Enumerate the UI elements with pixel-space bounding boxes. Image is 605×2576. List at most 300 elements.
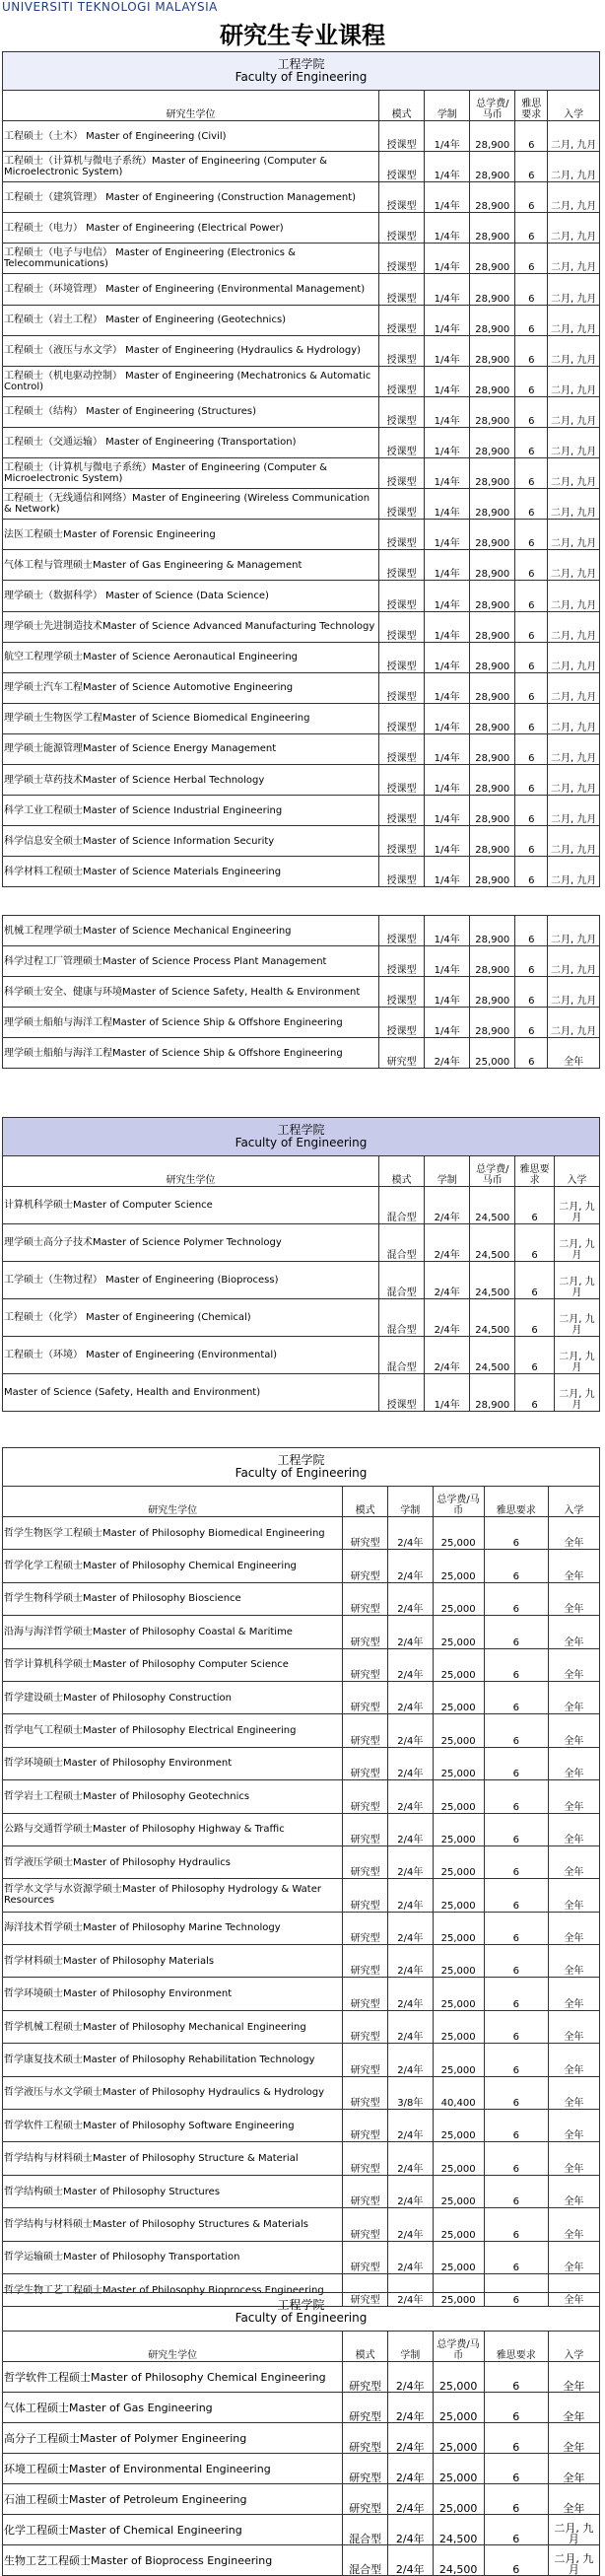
col-mode: 模式 [343,2332,388,2362]
total-tuition: 28,900 [470,733,515,764]
study-mode: 研究型 [343,1582,388,1615]
ielts-requirement: 6 [515,458,548,489]
study-mode: 混合型 [379,1262,425,1299]
course-table [2,915,600,1069]
study-mode: 研究型 [343,2175,388,2207]
course-table-section-1 [2,51,600,887]
study-mode: 授课型 [379,977,425,1008]
duration: 2/4年 [387,1978,433,2010]
program-name: 理学硕士能源管理Master of Science Energy Management [3,733,379,764]
table-row [3,1845,600,1878]
duration: 1/4年 [425,489,470,520]
table-row [3,396,600,427]
program-name: 工程硕士（计算机与微电子系统）Master of Engineering (Computer & Microelectronic System) [3,458,379,489]
duration: 1/4年 [425,796,470,826]
duration: 2/4年 [425,1038,470,1069]
ielts-requirement: 6 [484,2076,548,2109]
ielts-requirement: 6 [484,2208,548,2241]
total-tuition: 28,900 [470,121,515,152]
intake: 二月, 九月 [548,703,600,733]
intake: 二月, 九月 [554,1224,599,1262]
ielts-requirement: 6 [484,2545,548,2576]
intake: 全年 [548,2208,599,2241]
faculty-name-en: Faculty of Engineering [235,1136,368,1149]
total-tuition: 28,900 [470,366,515,396]
study-mode: 研究型 [343,2423,388,2454]
intake: 二月, 九月 [548,672,600,703]
table-row [3,1648,600,1681]
ielts-requirement: 6 [484,1681,548,1713]
program-name: 工程硕士（建筑管理） Master of Engineering (Construction Management) [3,182,379,213]
program-name: 石油工程硕士Master of Petroleum Engineering [3,2484,343,2515]
study-mode: 研究型 [343,1550,388,1582]
intake: 二月, 九月 [548,2545,599,2576]
duration: 2/4年 [387,2515,433,2545]
page-title: 研究生专业课程 [220,22,385,49]
total-tuition: 25,000 [433,2362,484,2393]
table-row [3,427,600,457]
duration: 2/4年 [387,1517,433,1550]
intake: 全年 [548,2241,599,2273]
table-row [3,1747,600,1779]
duration: 1/4年 [425,550,470,581]
ielts-requirement: 6 [515,1187,555,1224]
duration: 1/4年 [425,703,470,733]
total-tuition: 25,000 [433,2142,484,2175]
duration: 2/4年 [425,1337,470,1374]
study-mode: 研究型 [343,1978,388,2010]
study-mode: 授课型 [379,672,425,703]
program-name: 科学硕士安全、健康与环境Master of Science Safety, Health & Environment [3,977,379,1008]
ielts-requirement: 6 [515,520,548,550]
program-name: 沿海与海洋哲学硕士Master of Philosophy Coastal & Maritime [3,1616,343,1648]
table-row [3,213,600,244]
ielts-requirement: 6 [484,2362,548,2393]
intake: 全年 [548,2044,599,2076]
duration: 2/4年 [425,1262,470,1299]
table-row [3,703,600,733]
course-table-section-4 [2,1447,600,2307]
table-row [3,2076,600,2109]
intake: 全年 [548,1550,599,1582]
total-tuition: 28,900 [470,489,515,520]
duration: 2/4年 [387,2454,433,2484]
total-tuition: 28,900 [470,1008,515,1038]
table-row [3,1681,600,1713]
col-tuition: 总学费/马币 [470,91,515,121]
table-row [3,2454,600,2484]
col-degree: 研究生学位 [3,91,379,121]
ielts-requirement: 6 [484,2175,548,2207]
duration: 1/4年 [425,581,470,611]
total-tuition: 28,900 [470,244,515,274]
study-mode: 混合型 [343,2515,388,2545]
study-mode: 授课型 [379,152,425,182]
course-table [2,1447,600,2307]
intake: 全年 [548,1813,599,1845]
ielts-requirement: 6 [484,2044,548,2076]
ielts-requirement: 6 [515,916,548,946]
faculty-name-en: Faculty of Engineering [235,2311,368,2325]
program-name: 理学硕士船舶与海洋工程Master of Science Ship & Offshore Engineering [3,1038,379,1069]
program-name: 哲学建设硕士Master of Philosophy Construction [3,1681,343,1713]
faculty-name-cn: 工程学院 [277,57,325,71]
ielts-requirement: 6 [515,764,548,795]
ielts-requirement: 6 [484,1945,548,1978]
intake: 二月, 九月 [554,1337,599,1374]
ielts-requirement: 6 [515,796,548,826]
duration: 1/4年 [425,305,470,335]
total-tuition: 25,000 [433,1517,484,1550]
intake: 二月, 九月 [548,305,600,335]
total-tuition: 25,000 [433,1681,484,1713]
col-intake: 入学 [548,1487,599,1517]
program-name: 科学工业工程硕士Master of Science Industrial Engineering [3,796,379,826]
study-mode: 授课型 [379,796,425,826]
intake: 二月, 九月 [548,366,600,396]
study-mode: 研究型 [343,2362,388,2393]
intake: 全年 [548,1714,599,1747]
duration: 2/4年 [387,1582,433,1615]
duration: 1/4年 [425,182,470,213]
intake: 全年 [548,2454,599,2484]
ielts-requirement: 6 [515,642,548,672]
table-header-row [3,1156,600,1187]
program-name: 航空工程理学硕士Master of Science Aeronautical Engineering [3,642,379,672]
study-mode: 授课型 [379,857,425,887]
program-name: 哲学机械工程硕士Master of Philosophy Mechanical Engineering [3,2010,343,2043]
intake: 全年 [548,1747,599,1779]
program-name: 工程硕士（结构） Master of Engineering (Structures) [3,396,379,427]
table-row [3,916,600,946]
study-mode: 混合型 [379,1224,425,1262]
table-row [3,2362,600,2393]
study-mode: 研究型 [343,2484,388,2515]
duration: 2/4年 [387,2393,433,2423]
program-name: 化学工程硕士Master of Chemical Engineering [3,2515,343,2545]
intake: 全年 [548,2393,599,2423]
total-tuition: 28,900 [470,520,515,550]
ielts-requirement: 6 [484,1714,548,1747]
course-table-section-5 [2,2292,600,2576]
program-name: 理学硕士草药技术Master of Science Herbal Technology [3,764,379,795]
table-row [3,796,600,826]
total-tuition: 28,900 [470,916,515,946]
program-name: 理学硕士高分子技术Master of Science Polymer Technology [3,1224,379,1262]
study-mode: 授课型 [379,1374,425,1412]
program-name: 工程硕士（计算机与微电子系统）Master of Engineering (Computer & Microelectronic System) [3,152,379,182]
study-mode: 授课型 [379,581,425,611]
total-tuition: 28,900 [470,274,515,305]
program-name: 哲学结构与材料硕士Master of Philosophy Structures & Materials [3,2208,343,2241]
intake: 二月, 九月 [548,1008,600,1038]
study-mode: 授课型 [379,213,425,244]
program-name: 工程硕士（岩土工程） Master of Engineering (Geotechnics) [3,305,379,335]
ielts-requirement: 6 [515,427,548,457]
duration: 1/4年 [425,826,470,857]
total-tuition: 25,000 [433,1879,484,1912]
ielts-requirement: 6 [515,1337,555,1374]
table-row [3,1714,600,1747]
col-mode: 模式 [379,1156,425,1187]
total-tuition: 24,500 [470,1224,515,1262]
table-row [3,581,600,611]
duration: 2/4年 [387,1747,433,1779]
study-mode: 研究型 [343,2208,388,2241]
ielts-requirement: 6 [515,672,548,703]
study-mode: 授课型 [379,520,425,550]
ielts-requirement: 6 [515,977,548,1008]
total-tuition: 28,900 [470,581,515,611]
table-row [3,2423,600,2454]
course-table-section-3 [2,1117,600,1412]
total-tuition: 28,900 [470,396,515,427]
total-tuition: 28,900 [470,458,515,489]
total-tuition: 28,900 [470,764,515,795]
total-tuition: 28,900 [470,335,515,366]
ielts-requirement: 6 [484,1813,548,1845]
intake: 二月, 九月 [548,489,600,520]
total-tuition: 28,900 [470,182,515,213]
table-row [3,977,600,1008]
intake: 二月, 九月 [548,335,600,366]
study-mode: 研究型 [343,1879,388,1912]
total-tuition: 25,000 [433,2484,484,2515]
intake: 全年 [548,2273,599,2306]
study-mode: 授课型 [379,764,425,795]
table-row [3,611,600,642]
study-mode: 授课型 [379,458,425,489]
faculty-name-cn: 工程学院 [277,2298,325,2312]
ielts-requirement: 6 [515,121,548,152]
intake: 二月, 九月 [554,1187,599,1224]
intake: 二月, 九月 [548,182,600,213]
duration: 2/4年 [425,1187,470,1224]
total-tuition: 28,900 [470,826,515,857]
study-mode: 授课型 [379,244,425,274]
total-tuition: 25,000 [433,2010,484,2043]
ielts-requirement: 6 [484,2423,548,2454]
study-mode: 研究型 [343,2110,388,2142]
study-mode: 研究型 [343,2010,388,2043]
ielts-requirement: 6 [484,2241,548,2273]
program-name: 哲学环境硕士Master of Philosophy Environment [3,1978,343,2010]
ielts-requirement: 6 [515,244,548,274]
table-header-row [3,91,600,121]
ielts-requirement: 6 [515,733,548,764]
total-tuition: 25,000 [433,2175,484,2207]
table-row [3,764,600,795]
ielts-requirement: 6 [484,2142,548,2175]
table-row [3,1780,600,1813]
table-row [3,642,600,672]
total-tuition: 25,000 [433,2241,484,2273]
total-tuition: 25,000 [433,1978,484,2010]
intake: 二月, 九月 [548,152,600,182]
intake: 二月, 九月 [548,581,600,611]
duration: 1/4年 [425,335,470,366]
study-mode: 授课型 [379,550,425,581]
program-name: 海洋技术哲学硕士Master of Philosophy Marine Technology [3,1912,343,1944]
col-duration: 学制 [387,2332,433,2362]
study-mode: 授课型 [379,427,425,457]
university-brand: UNIVERSITI TEKNOLOGI MALAYSIA [2,0,218,14]
table-row [3,946,600,977]
col-degree: 研究生学位 [3,1487,343,1517]
table-row [3,1550,600,1582]
course-table-section-2 [2,915,600,1069]
intake: 二月, 九月 [554,1262,599,1299]
intake: 二月, 九月 [548,274,600,305]
total-tuition: 25,000 [433,1845,484,1878]
study-mode: 授课型 [379,335,425,366]
study-mode: 授课型 [379,396,425,427]
study-mode: 研究型 [343,1616,388,1648]
ielts-requirement: 6 [484,1582,548,1615]
duration: 2/4年 [387,1780,433,1813]
faculty-name-en: Faculty of Engineering [235,70,368,84]
duration: 2/4年 [387,1550,433,1582]
intake: 二月, 九月 [548,427,600,457]
program-name: 哲学液压与水文学硕士Master of Philosophy Hydraulics & Hydrology [3,2076,343,2109]
ielts-requirement: 6 [484,1747,548,1779]
duration: 2/4年 [425,1299,470,1337]
total-tuition: 25,000 [433,2110,484,2142]
total-tuition: 28,900 [470,550,515,581]
study-mode: 研究型 [343,1780,388,1813]
table-row [3,366,600,396]
ielts-requirement: 6 [515,1224,555,1262]
total-tuition: 25,000 [433,1616,484,1648]
study-mode: 研究型 [343,1945,388,1978]
intake: 全年 [548,2110,599,2142]
program-name: 哲学材料硕士Master of Philosophy Materials [3,1945,343,1978]
table-row [3,2515,600,2545]
intake: 二月, 九月 [548,458,600,489]
table-header-row [3,2332,600,2362]
intake: 全年 [548,2010,599,2043]
intake: 全年 [548,1582,599,1615]
col-degree: 研究生学位 [3,1156,379,1187]
col-duration: 学制 [425,1156,470,1187]
study-mode: 研究型 [343,2076,388,2109]
faculty-name-cn: 工程学院 [277,1453,325,1467]
ielts-requirement: 6 [484,1912,548,1944]
study-mode: 研究型 [343,2393,388,2423]
program-name: 法医工程硕士Master of Forensic Engineering [3,520,379,550]
table-row [3,458,600,489]
faculty-name-cn: 工程学院 [277,1123,325,1137]
ielts-requirement: 6 [515,1262,555,1299]
duration: 1/4年 [425,244,470,274]
col-ielts: 雅思要求 [484,1487,548,1517]
study-mode: 研究型 [343,1517,388,1550]
ielts-requirement: 6 [515,1299,555,1337]
program-name: 哲学软件工程硕士Master of Philosophy Chemical Engineering [3,2362,343,2393]
intake: 全年 [548,2076,599,2109]
duration: 1/4年 [425,458,470,489]
duration: 1/4年 [425,1374,470,1412]
intake: 二月, 九月 [548,396,600,427]
total-tuition: 28,900 [470,703,515,733]
total-tuition: 25,000 [433,1550,484,1582]
ielts-requirement: 6 [484,2010,548,2043]
col-ielts: 雅思要求 [515,1156,555,1187]
table-row [3,1299,600,1337]
total-tuition: 28,900 [470,611,515,642]
table-row [3,1978,600,2010]
duration: 1/4年 [425,427,470,457]
study-mode: 研究型 [379,1038,425,1069]
program-name: 哲学生物科学硕士Master of Philosophy Bioscience [3,1582,343,1615]
program-name: 工程硕士（电子与电信） Master of Engineering (Electronics & Telecommunications) [3,244,379,274]
ielts-requirement: 6 [515,826,548,857]
ielts-requirement: 6 [484,2515,548,2545]
program-name: 工学硕士（生物过程） Master of Engineering (Bioprocess) [3,1262,379,1299]
intake: 全年 [548,1879,599,1912]
intake: 二月, 九月 [548,946,600,977]
duration: 2/4年 [387,2142,433,2175]
program-name: 生物工艺工程硕士Master of Bioprocess Engineering [3,2545,343,2576]
table-row [3,826,600,857]
total-tuition: 28,900 [470,152,515,182]
total-tuition: 28,900 [470,977,515,1008]
intake: 全年 [548,2423,599,2454]
table-row [3,121,600,152]
program-name: 工程硕士（土木） Master of Engineering (Civil) [3,121,379,152]
study-mode: 研究型 [343,2241,388,2273]
intake: 二月, 九月 [548,916,600,946]
duration: 2/4年 [387,2110,433,2142]
col-intake: 入学 [548,91,600,121]
total-tuition: 25,000 [433,1648,484,1681]
table-row [3,1262,600,1299]
table-row [3,1879,600,1912]
study-mode: 授课型 [379,1008,425,1038]
table-row [3,733,600,764]
program-name: 理学硕士船舶与海洋工程Master of Science Ship & Offshore Engineering [3,1008,379,1038]
total-tuition: 25,000 [433,1582,484,1615]
program-name: 哲学结构硕士Master of Philosophy Structures [3,2175,343,2207]
duration: 1/4年 [425,672,470,703]
table-row [3,1008,600,1038]
table-row [3,520,600,550]
col-tuition: 总学费/马币 [433,2332,484,2362]
course-table [2,51,600,887]
duration: 1/4年 [425,1008,470,1038]
intake: 二月, 九月 [548,213,600,244]
duration: 1/4年 [425,611,470,642]
table-row [3,2044,600,2076]
program-name: 工程硕士（环境） Master of Engineering (Environmental) [3,1337,379,1374]
table-row [3,335,600,366]
total-tuition: 25,000 [433,1747,484,1779]
duration: 2/4年 [387,1648,433,1681]
ielts-requirement: 6 [515,611,548,642]
intake: 二月, 九月 [548,796,600,826]
ielts-requirement: 6 [515,857,548,887]
table-row [3,1517,600,1550]
program-name: 工程硕士（液压与水文学） Master of Engineering (Hydraulics & Hydrology) [3,335,379,366]
col-duration: 学制 [387,1487,433,1517]
ielts-requirement: 6 [484,2110,548,2142]
intake: 全年 [548,1681,599,1713]
study-mode: 混合型 [379,1337,425,1374]
intake: 二月, 九月 [548,611,600,642]
duration: 2/4年 [387,1912,433,1944]
table-row [3,672,600,703]
study-mode: 混合型 [343,2545,388,2576]
